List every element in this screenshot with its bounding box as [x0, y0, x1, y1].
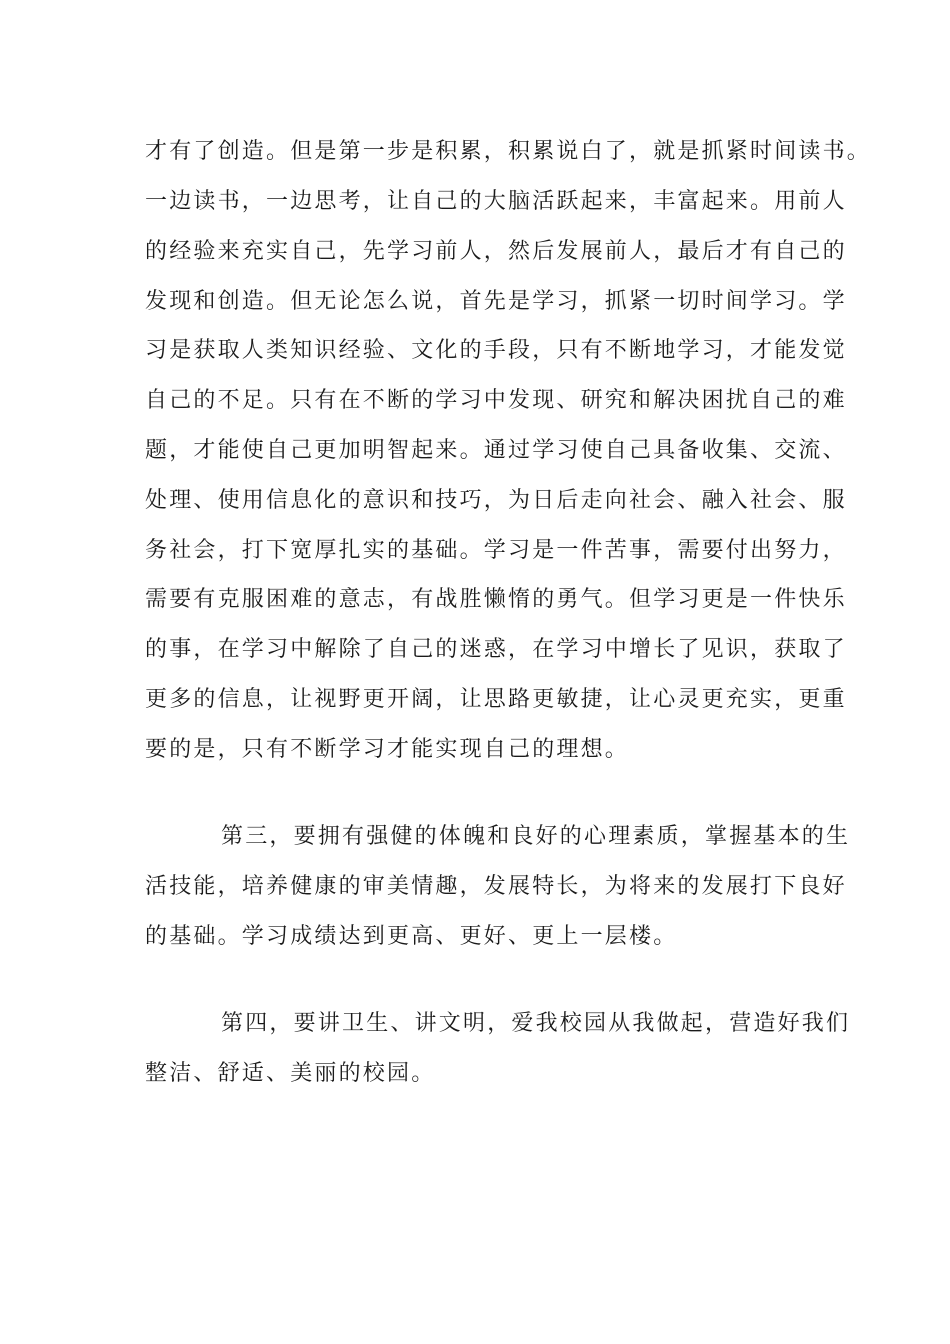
text-line: 的事，在学习中解除了自己的迷惑，在学习中增长了见识，获取了 [145, 637, 847, 662]
text-line: 的基础。学习成绩达到更高、更好、更上一层楼。 [145, 924, 678, 949]
text-line: 更多的信息，让视野更开阔，让思路更敏捷，让心灵更充实，更重 [145, 687, 847, 712]
text-line: 发现和创造。但无论怎么说，首先是学习，抓紧一切时间学习。学 [145, 289, 847, 314]
text-line: 一边读书，一边思考，让自己的大脑活跃起来，丰富起来。用前人 [145, 189, 847, 214]
text-line: 习是获取人类知识经验、文化的手段，只有不断地学习，才能发觉 [145, 338, 847, 363]
text-line: 第四，要讲卫生、讲文明，爱我校园从我做起，营造好我们 [221, 1011, 851, 1036]
text-line: 需要有克服困难的意志，有战胜懒惰的勇气。但学习更是一件快乐 [145, 587, 847, 612]
text-line: 整洁、舒适、美丽的校园。 [145, 1061, 436, 1086]
text-line: 的经验来充实自己，先学习前人，然后发展前人，最后才有自己的 [145, 239, 847, 264]
text-line: 务社会，打下宽厚扎实的基础。学习是一件苦事，需要付出努力， [145, 538, 847, 563]
text-line: 处理、使用信息化的意识和技巧，为日后走向社会、融入社会、服 [145, 488, 847, 513]
text-line: 要的是，只有不断学习才能实现自己的理想。 [145, 737, 630, 762]
text-line: 题，才能使自己更加明智起来。通过学习使自己具备收集、交流、 [145, 438, 847, 463]
text-line: 自己的不足。只有在不断的学习中发现、研究和解决困扰自己的难 [145, 388, 847, 413]
text-line: 第三，要拥有强健的体魄和良好的心理素质，掌握基本的生 [221, 824, 851, 849]
text-line: 才有了创造。但是第一步是积累，积累说白了，就是抓紧时间读书。 [145, 139, 872, 164]
text-line: 活技能，培养健康的审美情趣，发展特长，为将来的发展打下良好 [145, 874, 847, 899]
